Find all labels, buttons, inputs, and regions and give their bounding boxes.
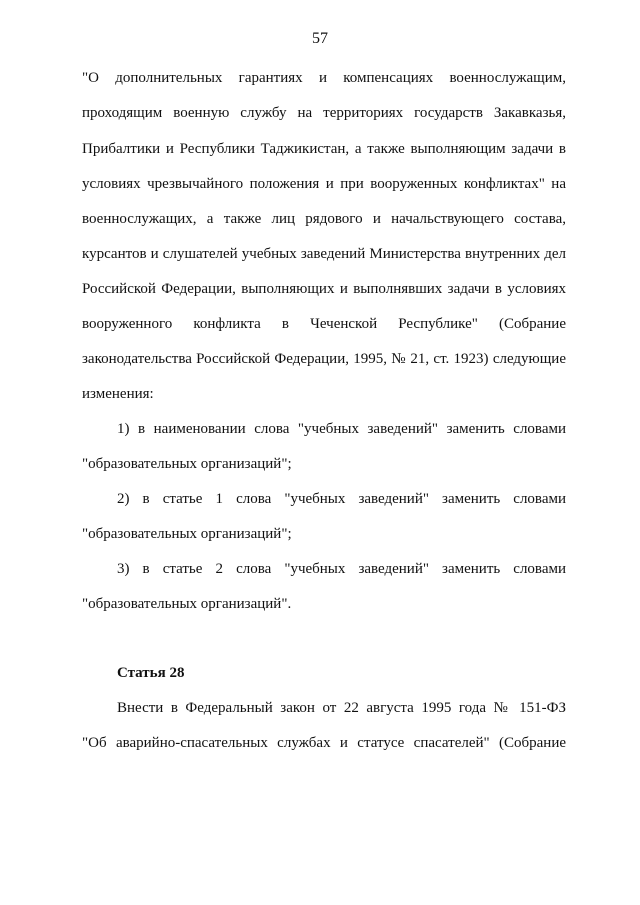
paragraph-line: проходящим военную службу на территориях государств Закавказья,	[82, 105, 566, 121]
paragraph-line: вооруженного конфликта в Чеченской Республике" (Собрание	[82, 316, 566, 332]
page-number: 57	[312, 30, 328, 47]
paragraph-line: изменения:	[82, 386, 154, 402]
list-item-1-line: 1) в наименовании слова "учебных заведений" заменить словами	[117, 421, 566, 437]
article-text-line: "Об аварийно-спасательных службах и статусе спасателей" (Собрание	[82, 735, 566, 751]
paragraph-line: условиях чрезвычайного положения и при вооруженных конфликтах" на	[82, 176, 566, 192]
paragraph-line: законодательства Российской Федерации, 1995, № 21, ст. 1923) следующие	[82, 351, 566, 367]
paragraph-line: курсантов и слушателей учебных заведений Министерства внутренних дел	[82, 246, 566, 262]
list-item-2-line: 2) в статье 1 слова "учебных заведений" заменить словами	[117, 491, 566, 507]
article-text-line: Внести в Федеральный закон от 22 августа 1995 года № 151-ФЗ	[117, 700, 566, 716]
list-item-3-continuation: "образовательных организаций".	[82, 596, 292, 612]
paragraph-line: Прибалтики и Республики Таджикистан, а также выполняющим задачи в	[82, 141, 566, 157]
list-item-1-continuation: "образовательных организаций";	[82, 456, 292, 472]
list-item-2-continuation: "образовательных организаций";	[82, 526, 292, 542]
paragraph-line: военнослужащих, а также лиц рядового и начальствующего состава,	[82, 211, 566, 227]
paragraph-line: Российской Федерации, выполняющих и выполнявших задачи в условиях	[82, 281, 566, 297]
list-item-3-line: 3) в статье 2 слова "учебных заведений" заменить словами	[117, 561, 566, 577]
paragraph-line: "О дополнительных гарантиях и компенсациях военнослужащим,	[82, 70, 566, 86]
article-heading: Статья 28	[117, 665, 185, 681]
